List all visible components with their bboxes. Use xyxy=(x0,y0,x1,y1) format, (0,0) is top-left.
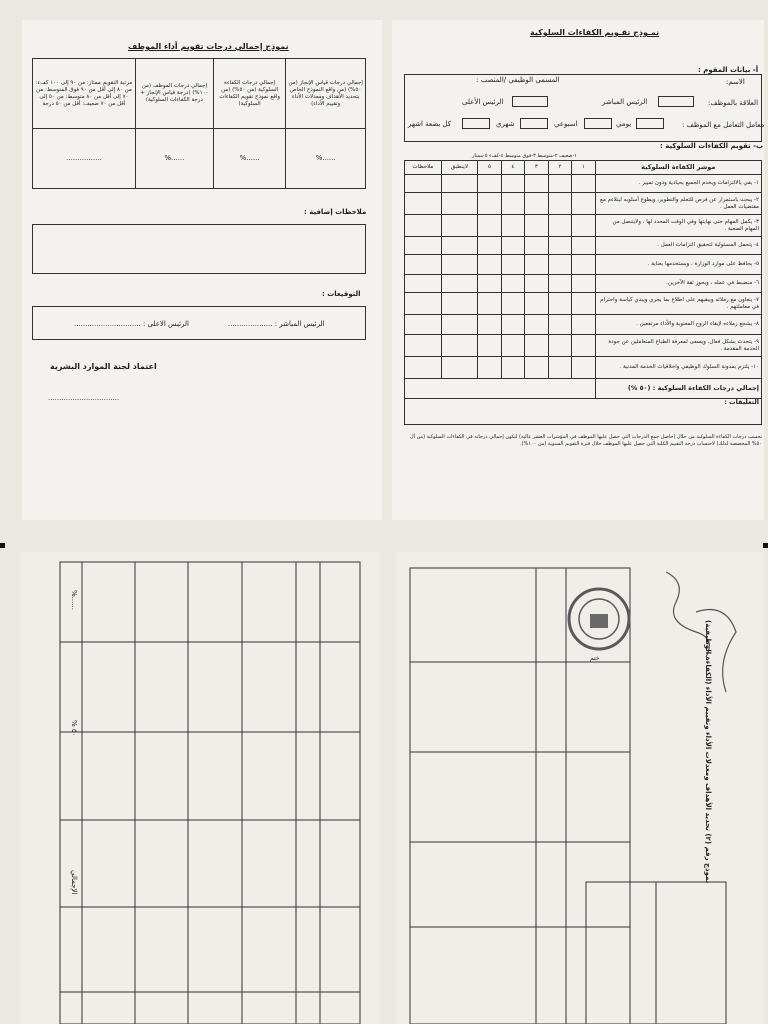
notes-cell[interactable] xyxy=(405,315,442,335)
rotated-percent-1: ......% xyxy=(70,590,78,611)
rating-cell[interactable] xyxy=(548,193,571,215)
comments-label[interactable]: التعليقات : xyxy=(405,399,762,425)
indicator-text: ١- يفي بالالتزامات ويخدم الجميع بحيادية ودون تمييز . xyxy=(595,175,761,193)
header-rating-1: ١ xyxy=(572,161,595,175)
table-row xyxy=(405,315,762,335)
job-title-label[interactable]: المسمى الوظيفي /المنصب : xyxy=(476,76,560,84)
rating-cell[interactable] xyxy=(525,315,548,335)
notes-cell[interactable] xyxy=(405,335,442,357)
table-row xyxy=(405,255,762,275)
rating-cell[interactable] xyxy=(572,293,595,315)
hr-approval-label: اعتماد لجنة الموارد البشرية xyxy=(50,362,157,371)
rating-value[interactable]: ................ xyxy=(33,129,136,189)
header-not-applicable: لاينطبق xyxy=(441,161,478,175)
rating-cell[interactable] xyxy=(525,275,548,293)
rating-cell[interactable] xyxy=(525,193,548,215)
indicator-text: ٤- يتحمل المسئولية لتحقيق التزامات العمل . xyxy=(595,237,761,255)
notes-cell[interactable] xyxy=(405,193,442,215)
na-cell[interactable] xyxy=(441,215,478,237)
notes-cell[interactable] xyxy=(405,275,442,293)
higher-manager-option: الرئيس الأعلى xyxy=(462,98,504,106)
additional-notes-label: ملاحظات إضافية : xyxy=(304,208,367,216)
page-marker xyxy=(0,543,5,548)
rating-cell[interactable] xyxy=(478,293,501,315)
higher-manager-checkbox[interactable] xyxy=(512,96,548,107)
table-row xyxy=(405,175,762,193)
direct-manager-option: الرئيس المباشر xyxy=(602,98,648,106)
col-header-total: إجمالي درجات الموظف (من ١٠٠%) (درجة قياس الإنجاز + درجة الكفاءات السلوكية) xyxy=(135,59,213,129)
rating-cell[interactable] xyxy=(478,193,501,215)
rating-cell[interactable] xyxy=(525,237,548,255)
rating-cell[interactable] xyxy=(525,255,548,275)
rating-cell[interactable] xyxy=(501,315,524,335)
rating-cell[interactable] xyxy=(501,357,524,379)
section-a-label: أ- بيانات المقوم : xyxy=(698,66,759,74)
weekly-option: اسبوعي xyxy=(554,120,578,128)
rating-cell[interactable] xyxy=(572,193,595,215)
rotated-table-left xyxy=(20,552,380,1024)
rotated-form-title: نموذج رقم (٢) تحديد الأهداف ومعدلات الأداء وتقييم الأداء (الكفاءة الوظيفية) xyxy=(704,620,712,884)
header-rating-3: ٣ xyxy=(525,161,548,175)
rating-cell[interactable] xyxy=(548,275,571,293)
rating-scale-legend: ١-ضعيف ٢-متوسط ٣-فوق متوسط ٤-كفء ٥-ممتاز xyxy=(472,153,577,159)
rating-cell[interactable] xyxy=(478,315,501,335)
daily-checkbox[interactable] xyxy=(636,118,664,129)
rating-cell[interactable] xyxy=(525,335,548,357)
few-months-option: كل بضعة اشهر xyxy=(408,120,452,128)
table-row xyxy=(405,275,762,293)
na-cell[interactable] xyxy=(441,275,478,293)
table-row xyxy=(405,357,762,379)
rating-cell[interactable] xyxy=(548,357,571,379)
na-cell[interactable] xyxy=(441,293,478,315)
notes-cell[interactable] xyxy=(405,357,442,379)
rating-cell[interactable] xyxy=(525,357,548,379)
higher-manager-signature[interactable]: الرئيس الاعلى : .............................. xyxy=(74,320,189,328)
notes-cell[interactable] xyxy=(405,175,442,193)
rating-cell[interactable] xyxy=(478,175,501,193)
indicator-text: ٩- يتحدث بشكل فعال، ويسعى لمعرفة الطباع المتعاملين عن جودة الخدمة المقدمة . xyxy=(595,335,761,357)
rating-cell[interactable] xyxy=(501,215,524,237)
header-indicator: موشر الكفاءة السلوكية xyxy=(595,161,761,175)
total-value[interactable]: ......% xyxy=(135,129,213,189)
header-rating-4: ٤ xyxy=(501,161,524,175)
na-cell[interactable] xyxy=(441,193,478,215)
na-cell[interactable] xyxy=(441,315,478,335)
footnote-text: تحسب درجات الكفاءة السلوكية من خلال (حاصل جمع الدرجات التي حصل عليها الموظف في المؤشرات العشر عاليه) لتكون إجمالي درجاته في الكفاءات السلوكية (من أل ٥٠% المخصصة لذلك) لاحتساب درجة التقييم الكلية التي حصل عليها الموظف خلال فترة التقويم السنوية (من ١٠٠%). xyxy=(409,434,762,447)
monthly-checkbox[interactable] xyxy=(520,118,548,129)
rating-cell[interactable] xyxy=(478,357,501,379)
rating-cell[interactable] xyxy=(572,237,595,255)
hr-approval-line[interactable]: ................................ xyxy=(48,394,120,402)
signatures-label: التوقيعات : xyxy=(322,290,361,298)
achievement-value[interactable]: ......% xyxy=(286,129,366,189)
rotated-total-label: الإجمالي xyxy=(70,870,78,895)
behavioral-value[interactable]: ......% xyxy=(213,129,286,189)
comments-row xyxy=(405,399,762,425)
rating-cell[interactable] xyxy=(572,275,595,293)
table-row xyxy=(405,335,762,357)
indicator-text: ٢- يبحث باستمرار عن فرص للتعلم والتطوير، ويطوع أسلوبه ليتلاءم مع مقتضيات العمل . xyxy=(595,193,761,215)
rating-cell[interactable] xyxy=(548,215,571,237)
rating-cell[interactable] xyxy=(548,293,571,315)
rating-cell[interactable] xyxy=(478,255,501,275)
rating-cell[interactable] xyxy=(572,255,595,275)
indicator-text: ٧- يتعاون مع زملائه ويبقيهم على اطلاع بما يجري ويبدي كياسة واحترام في معاملتهم . xyxy=(595,293,761,315)
rating-cell[interactable] xyxy=(501,255,524,275)
rotated-percent-2: ٥٠ % xyxy=(70,720,78,737)
behavioral-indicators-table xyxy=(404,160,762,425)
rating-cell[interactable] xyxy=(572,175,595,193)
notes-cell[interactable] xyxy=(405,255,442,275)
name-label[interactable]: الاسم: xyxy=(726,78,745,86)
summary-table xyxy=(32,58,366,189)
rating-cell[interactable] xyxy=(525,215,548,237)
rating-cell[interactable] xyxy=(501,237,524,255)
rating-cell[interactable] xyxy=(525,293,548,315)
direct-manager-checkbox[interactable] xyxy=(658,96,694,107)
na-cell[interactable] xyxy=(441,237,478,255)
rating-cell[interactable] xyxy=(548,335,571,357)
col-header-behavioral: إجمالي درجات الكفاءة السلوكية (من ٥٠%) (من واقع نموذج تقويم الكفاءات السلوكية) xyxy=(213,59,286,129)
monthly-option: شهري xyxy=(496,120,515,128)
header-rating-5: ٥ xyxy=(478,161,501,175)
rating-cell[interactable] xyxy=(501,193,524,215)
daily-option: يومي xyxy=(616,120,632,128)
indicator-text: ٣- يكمل المهام حتى نهايتها وفي الوقت المحدد لها ، ولايتنصل من المهام الصعبة . xyxy=(595,215,761,237)
rating-cell[interactable] xyxy=(572,215,595,237)
na-cell[interactable] xyxy=(441,255,478,275)
official-stamp-icon xyxy=(566,586,632,652)
rating-cell[interactable] xyxy=(525,175,548,193)
table-row xyxy=(405,215,762,237)
direct-manager-signature[interactable]: الرئيس المباشر : .................... xyxy=(228,320,325,328)
rating-cell[interactable] xyxy=(501,175,524,193)
rating-cell[interactable] xyxy=(548,315,571,335)
table-row xyxy=(405,237,762,255)
rating-cell[interactable] xyxy=(548,175,571,193)
notes-cell[interactable] xyxy=(405,215,442,237)
evaluator-info-box xyxy=(404,74,765,142)
col-header-rating: مرتبة التقويم ممتاز: من ٩٠ إلى ١٠٠ كفء: من ٨٠ إلى أقل من ٩٠ فوق المتوسط: من ٧٠ إلى أقل من ٨٠ متوسط: من ٥٠ إلى أقل من ٧٠ ضعيف: أقل من ٥٠ درجة xyxy=(33,59,136,129)
rating-cell[interactable] xyxy=(501,335,524,357)
indicator-text: ١٠- يلتزم بمدونة السلوك الوظيفي واخلاقيات الخدمة المدنية . xyxy=(595,357,761,379)
rating-cell[interactable] xyxy=(478,237,501,255)
rating-cell[interactable] xyxy=(572,357,595,379)
total-value-cell[interactable] xyxy=(405,379,596,399)
total-row xyxy=(405,379,762,399)
notes-cell[interactable] xyxy=(405,237,442,255)
rating-cell[interactable] xyxy=(548,237,571,255)
additional-notes-box[interactable] xyxy=(32,224,366,274)
notes-cell[interactable] xyxy=(405,293,442,315)
page-marker xyxy=(763,543,768,548)
few-months-checkbox[interactable] xyxy=(462,118,490,129)
weekly-checkbox[interactable] xyxy=(584,118,612,129)
na-cell[interactable] xyxy=(441,175,478,193)
rating-cell[interactable] xyxy=(572,335,595,357)
col-header-achievement: إجمالي درجات قياس الإنجاز (من ٥٠%) (من واقع النموذج الخاص بتحديد الأهداف ومعدلات الأداء وتقييم الأداء) xyxy=(286,59,366,129)
rating-cell[interactable] xyxy=(548,255,571,275)
rating-cell[interactable] xyxy=(478,215,501,237)
behavioral-form-title: نمـوذج تقـويم الكفاءات السلوكية xyxy=(530,28,660,37)
header-rating-2: ٢ xyxy=(548,161,571,175)
summary-form-title: نموذج إجمالي درجات تقويم أداء الموظف xyxy=(128,42,289,51)
na-cell[interactable] xyxy=(441,335,478,357)
indicator-text: ٥- يحافظ على موارد الوزارة ، ويستخدمها بعناية . xyxy=(595,255,761,275)
rating-cell[interactable] xyxy=(501,275,524,293)
rating-cell[interactable] xyxy=(501,293,524,315)
interaction-label: معامل التعامل مع الموظف : xyxy=(682,121,765,129)
indicator-text: ٦- منضبط في عمله ، ويحوز ثقة الآخرين. xyxy=(595,275,761,293)
rating-cell[interactable] xyxy=(572,315,595,335)
header-notes: ملاحظات xyxy=(405,161,442,175)
relation-label: العلاقة بالموظف: xyxy=(708,99,759,107)
na-cell[interactable] xyxy=(441,357,478,379)
rating-cell[interactable] xyxy=(478,275,501,293)
indicator-text: ٨- يشجع زملاءه لإبقاء الروح المعنوية والأداء مرتفعين . xyxy=(595,315,761,335)
rating-cell[interactable] xyxy=(478,335,501,357)
total-label: إجمالي درجات الكفاءة السلوكية : (٥٠ %) xyxy=(595,379,761,399)
section-b-label: ب- تقويم الكفاءات السلوكية : xyxy=(660,142,764,150)
stamp-label: ختم xyxy=(590,655,600,662)
table-row xyxy=(405,293,762,315)
table-row xyxy=(405,193,762,215)
